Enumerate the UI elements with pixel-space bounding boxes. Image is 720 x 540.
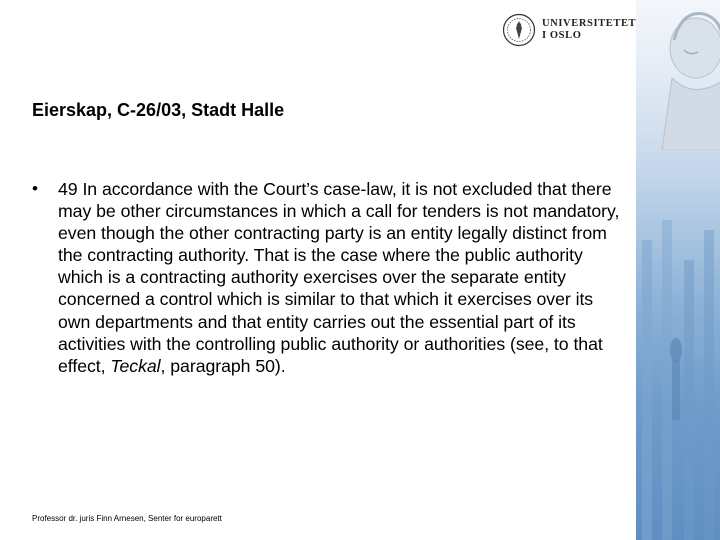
- university-name: [542, 18, 636, 42]
- university-logo: [502, 12, 636, 48]
- case-name-italic: Teckal: [110, 355, 161, 376]
- decorative-side-panel: [636, 0, 720, 540]
- university-seal-icon: [502, 13, 536, 47]
- bullet-text-end: , paragraph 50).: [160, 355, 286, 376]
- statue-bust-icon: [654, 0, 720, 150]
- bullet-icon: •: [32, 179, 38, 198]
- logo-line-2: I OSLO: [542, 30, 582, 41]
- column-silhouette-icon: [636, 200, 720, 540]
- bullet-text-main: 49 In accordance with the Court’s case-law, it is not excluded that there may be other circumstances in which a call for tenders is not mandatory, even though the other contracting party is an entity legally distinct from the contracting authority. That is the case where the public authority which is a contracting authority exercises over the separate entity concerned a control which is similar to that which it exercises over its own departments and that entity carries out the essential part of its activities with the controlling public authority or authorities (see, to that effect,: [58, 179, 620, 376]
- logo-line-1: UNIVERSITETET: [542, 18, 637, 29]
- slide-footer: Professor dr. juris Finn Arnesen, Senter for europarett: [32, 514, 222, 523]
- bullet-paragraph: [58, 178, 623, 377]
- bullet-item: [32, 178, 632, 377]
- slide-title: Eierskap, C-26/03, Stadt Halle: [32, 100, 285, 120]
